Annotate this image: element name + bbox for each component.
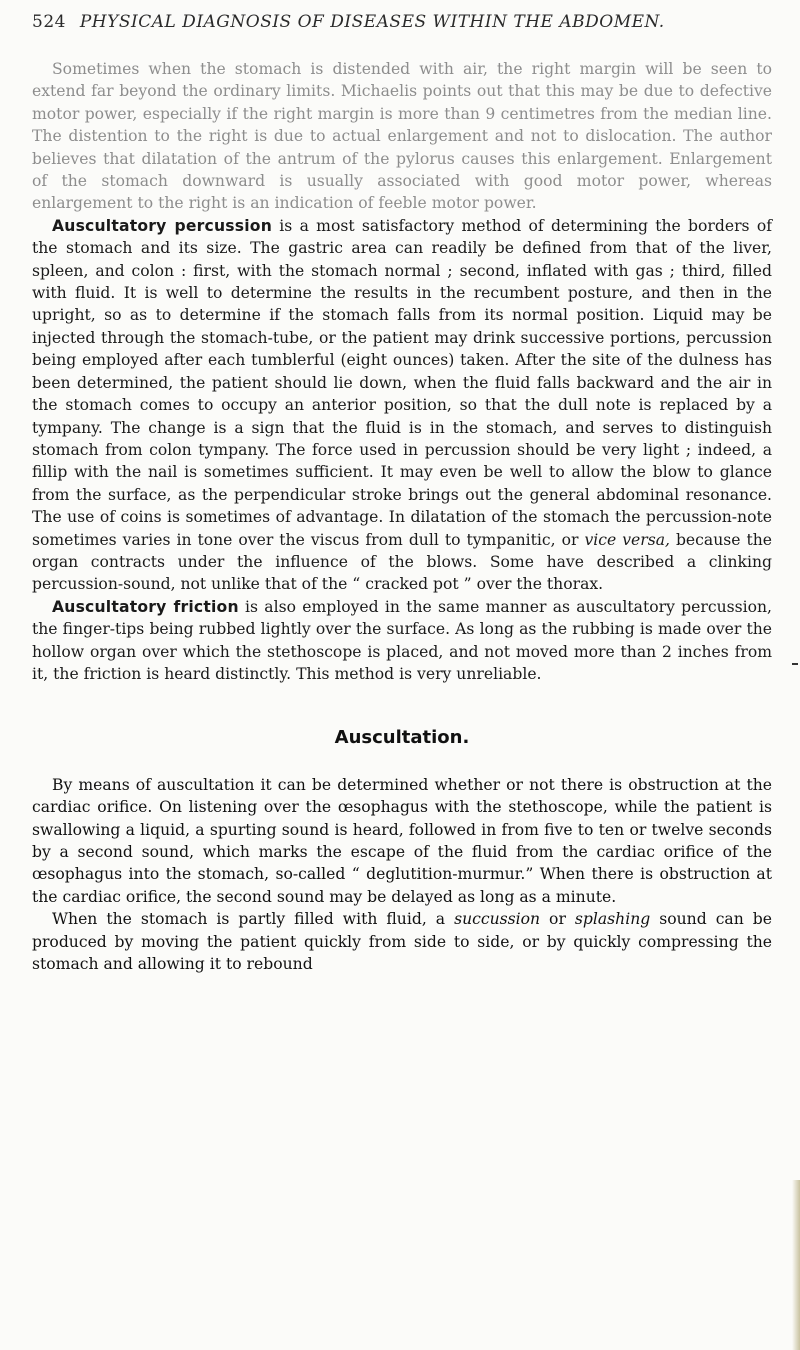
paragraph-auscultatory-friction [32, 596, 772, 686]
paragraph-auscultatory-percussion [32, 215, 772, 596]
italic-text: vice versa, [584, 530, 670, 549]
running-head [32, 12, 665, 32]
paragraph-text: When the stomach is partly filled with fluid, a [52, 910, 455, 929]
paragraph-succussion [32, 908, 772, 975]
run-in-heading-auscultatory-friction: Auscultatory friction [52, 597, 239, 616]
paragraph-text: is also employed in the same manner as auscultatory percussion, the finger-tips being rubbed lightly over the surface. As long as the rubbing is made over the hollow organ over which the stethoscope is placed, and not moved more than 2 inches from it, the friction is heard distinctly. This method is very unreliable. [32, 597, 772, 683]
running-head-title: PHYSICAL DIAGNOSIS OF DISEASES WITHIN THE ABDOMEN. [79, 12, 665, 32]
italic-text: splashing [574, 910, 651, 929]
paragraph-distention: Sometimes when the stomach is distended with air, the right margin will be seen to extend far beyond the ordinary limits. Michaelis points out that this may be due to defective motor power, especially if the right margin is more than 9 centimetres from the median line. The distention to the right is due to actual enlargement and not to dislocation. The author believes that dilatation of the antrum of the pylorus causes this enlargement. Enlargement of the stomach downward is usually associated with good motor power, whereas enlargement to the right is an indication of feeble motor power. [32, 60, 772, 213]
body-text [32, 58, 772, 975]
italic-text: succussion [454, 910, 541, 929]
paragraph-text: sound can be produced by moving the patient quickly from side to side, or by quickly compressing the stomach and allowing it to rebound [32, 910, 772, 974]
paragraph-cardiac-orifice: By means of auscultation it can be determined whether or not there is obstruction at the cardiac orifice. On listening over the œsophagus with the stethoscope, while the patient is swallowing a liquid, a spurting sound is heard, followed in from five to ten or twelve seconds by a second sound, which marks the escape of the fluid from the cardiac orifice of the œsophagus into the stomach, so-called “ deglutition-murmur.” When there is obstruction at the cardiac orifice, the second sound may be delayed as long as a minute. [32, 775, 772, 906]
margin-mark [792, 663, 798, 665]
paragraph-text: because the organ contracts under the influence of the blows. Some have described a clinking percussion-sound, not unlike that of the “ cracked pot ” over the thorax. [32, 530, 773, 594]
section-heading-auscultation: Auscultation. [334, 727, 470, 749]
run-in-heading-auscultatory-percussion: Auscultatory percussion [52, 216, 273, 235]
page-edge-shadow [792, 1180, 800, 1350]
paragraph-text: is a most satisfactory method of determining the borders of the stomach and its size. The gastric area can readily be defined from that of the liver, spleen, and colon : first, with the stomach normal ; second, inflated with gas ; third, filled with fluid. It is well to determine the results in the recumbent posture, and then in the upright, so as to determine if the stomach falls from its normal position. Liquid may be injected through the stomach-tube, or the patient may drink successive portions, percussion being employed after each tumblerful (eight ounces) taken. After the site of the dulness has been determined, the patient should lie down, when the fluid falls backward and the air in the stomach comes to occupy an anterior position, so that the dull note is replaced by a tympany. The change is a sign that the fluid is in the stomach, and serves to distinguish stomach from colon tympany. The force used in percussion should be very light ; indeed, a fillip with the nail is sometimes sufficient. It may even be well to allow the blow to glance from the surface, as the perpendicular stroke brings out the general abdominal resonance. The use of coins is sometimes of advantage. In dilatation of the stomach the percussion-note sometimes varies in tone over the viscus from dull to tympanitic, or [32, 216, 773, 549]
paragraph-text: or [540, 910, 575, 929]
page-number: 524 [32, 12, 66, 32]
